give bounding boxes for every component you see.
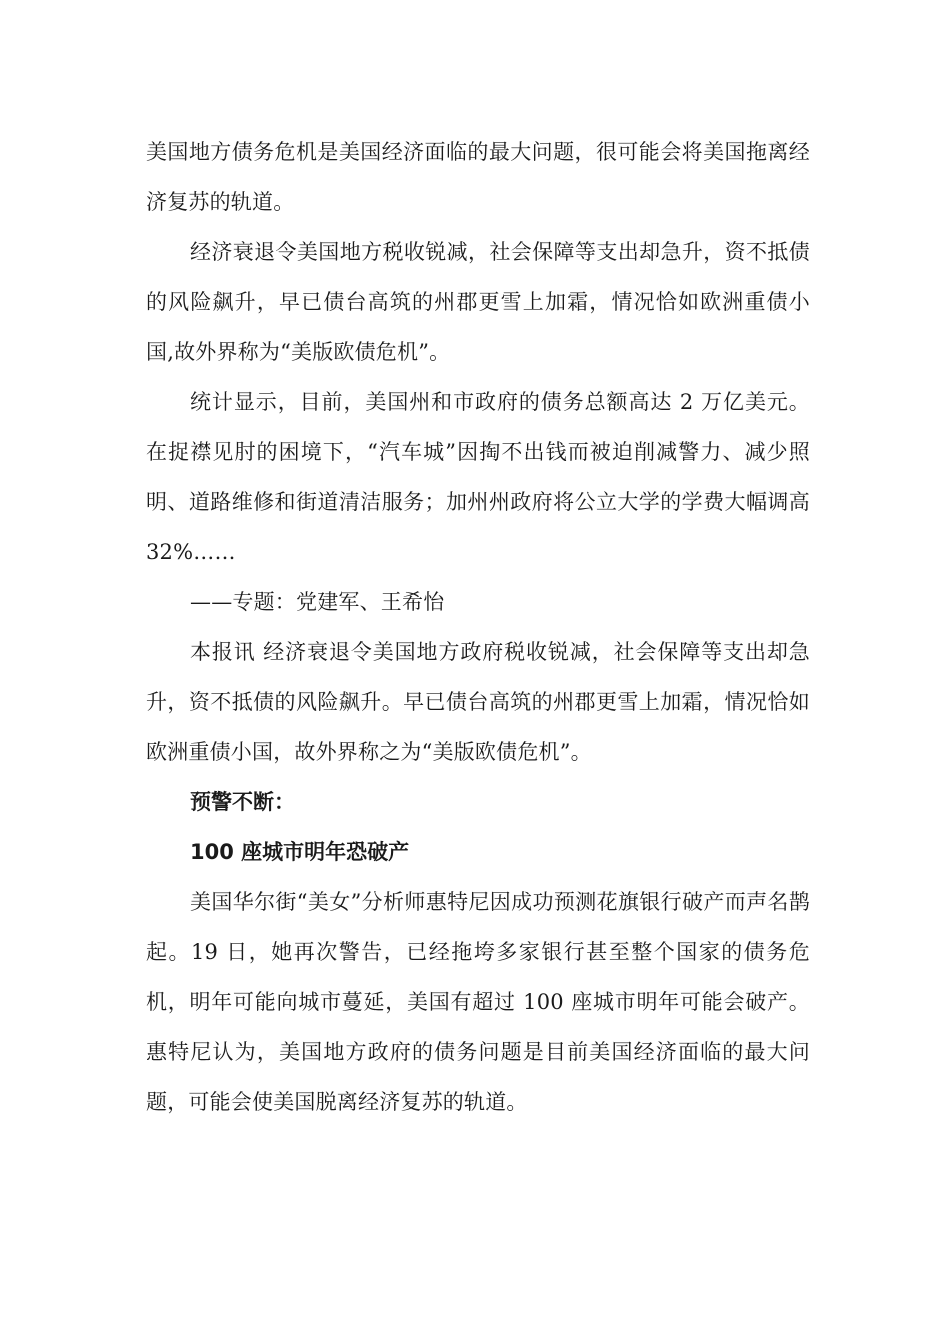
section-subheading-cities: 100 座城市明年恐破产 xyxy=(190,840,410,864)
paragraph-analyst: 美国华尔街“美女”分析师惠特尼因成功预测花旗银行破产而声名鹊起。19 日，她再次警告，已经拖垮多家银行甚至整个国家的债务危机，明年可能向城市蔓延，美国有超过 100 座城市明年可能会破产。惠特尼认为，美国地方政府的债务问题是目前美国经济面临的最大问题，可能会使美国脱离经济复苏的轨道。 xyxy=(146,890,810,1114)
paragraph-statistics: 统计显示，目前，美国州和市政府的债务总额高达 2 万亿美元。在捉襟见肘的困境下，“汽车城”因掏不出钱而被迫削减警力、减少照明、道路维修和街道清洁服务；加州州政府将公立大学的学费大幅调高 32%…… xyxy=(146,390,810,564)
paragraph-byline: ——专题：党建军、王希怡 xyxy=(190,590,445,614)
document-body xyxy=(146,127,810,1127)
section-heading-warning: 预警不断： xyxy=(190,790,295,814)
paragraph-intro: 美国地方债务危机是美国经济面临的最大问题，很可能会将美国拖离经济复苏的轨道。 xyxy=(146,140,810,214)
paragraph-recession: 经济衰退令美国地方税收锐减，社会保障等支出却急升，资不抵债的风险飙升，早已债台高筑的州郡更雪上加霜，情况恰如欧洲重债小国,故外界称为“美版欧债危机”。 xyxy=(146,240,810,364)
paragraph-news-report: 本报讯 经济衰退令美国地方政府税收锐减，社会保障等支出却急升，资不抵债的风险飙升。早已债台高筑的州郡更雪上加霜，情况恰如欧洲重债小国，故外界称之为“美版欧债危机”。 xyxy=(146,640,810,764)
